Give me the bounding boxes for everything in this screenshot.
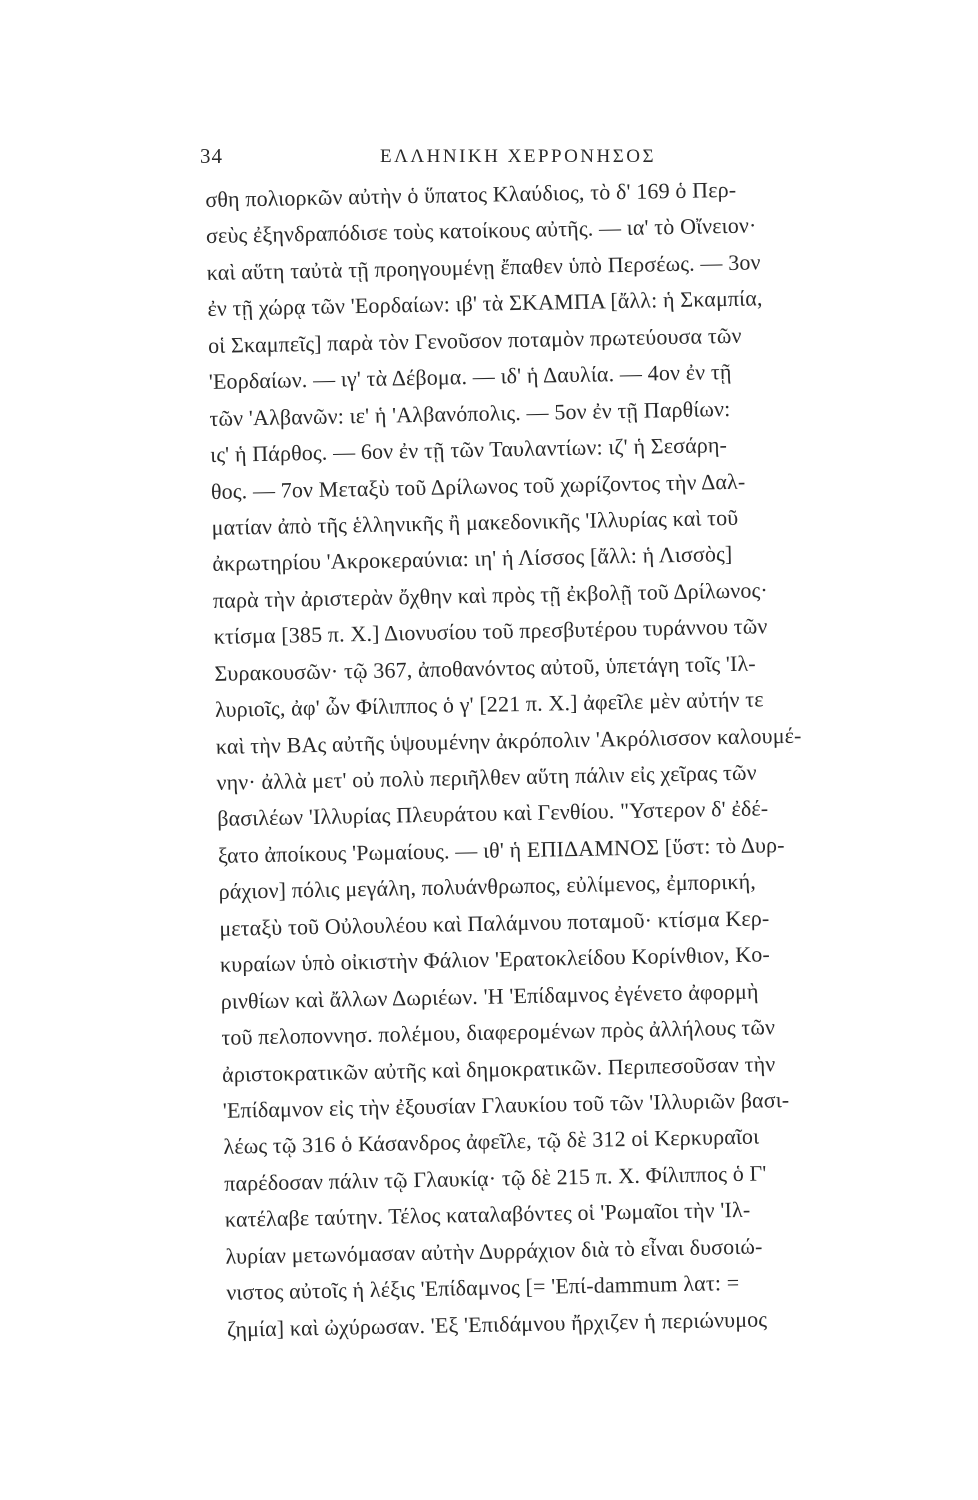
text-line: καὶ τὴν ΒΑς αὐτῆς ὑψουμένην ἀκρόπολιν 'Ακρόλισσον καλουμέ- [215,722,802,759]
text-line: ις' ἡ Πάρθος. — 6ον ἐν τῇ τῶν Ταυλαντίων: ιζ' ἡ Σεσάρη- [209,432,728,468]
text-line: οἱ Σκαμπεῖς] παρὰ τὸν Γενοῦσον ποταμὸν πρωτεύουσα τῶν [207,322,742,358]
running-title: ΕΛΛΗΝΙΚΗ ΧΕΡΡΟΝΗΣΟΣ [380,146,657,167]
text-line: παρέδοσαν πάλιν τῷ Γλαυκίᾳ· τῷ δὲ 215 π. Χ. Φίλιππος ὁ Γ' [223,1160,767,1196]
text-line: ρινθίων καὶ ἄλλων Δωριέων. 'Η 'Επίδαμνος ἐγένετο ἀφορμὴ [220,978,759,1014]
text-line: ξατο ἀποίκους 'Ρωμαίους. — ιθ' ἡ ΕΠΙΔΑΜΝΟΣ [ὕστ: τὸ Δυρ- [217,831,785,868]
text-line: ἀκρωτηρίου 'Ακροκεραύνια: ιη' ἡ Λίσσος [ἄλλ: ἡ Λισσὸς] [212,541,733,577]
text-line: ἀριστοκρατικῶν αὐτῆς καὶ δημοκρατικῶν. Περιπεσοῦσαν τὴν [221,1050,776,1087]
text-line: νην· ἀλλὰ μετ' οὐ πολὺ περιῆλθεν αὕτη πάλιν εἰς χεῖρας τῶν [216,759,757,795]
text-line: ζημία] καὶ ὠχύρωσαν. 'Εξ 'Επιδάμνου ἤρχιζεν ἡ περιώνυμος [226,1305,768,1342]
text-line: κτίσμα [385 π. Χ.] Διονυσίου τοῦ πρεσβυτέρου τυράννου τῶν [213,613,768,650]
text-line: λυριοῖς, ἀφ' ὧν Φίλιππος ὁ γ' [221 π. Χ.] ἀφεῖλε μὲν αὐτήν τε [214,686,764,723]
text-line: Συρακουσῶν· τῷ 367, ἀποθανόντος αὐτοῦ, ὑπετάγη τοῖς 'Ιλ- [214,650,756,686]
text-line: μεταξὺ τοῦ Οὐλουλέου καὶ Παλάμνου ποταμοῦ· κτίσμα Κερ- [219,905,770,941]
text-line: θος. — 7ον Μεταξὺ τοῦ Δρίλωνος τοῦ χωρίζοντος τὴν Δαλ- [210,468,746,504]
text-line: 'Επίδαμνον εἰς τὴν ἐξουσίαν Γλαυκίου τοῦ τῶν 'Ιλλυριῶν βασι- [222,1086,790,1123]
text-line: κατέλαβε ταύτην. Τέλος καταλαβόντες οἱ 'Ρωμαῖοι τὴν 'Ιλ- [224,1196,751,1233]
text-line: ράχιον] πόλις μεγάλη, πολυάνθρωπος, εὐλίμενος, ἐμπορική, [218,868,757,905]
text-line: νιστος αὐτοῖς ἡ λέξις 'Επίδαμνος [= 'Επί-dammum λατ: = [226,1270,740,1305]
text-line: ματίαν ἀπὸ τῆς ἑλληνικῆς ἢ μακεδονικῆς 'Ιλλυρίας καὶ τοῦ [211,504,739,540]
text-line: σεὺς ἐξηνδραπόδισε τοὺς κατοίκους αὐτῆς. — ια' τὸ Οἴνειον· [205,212,757,249]
page-number: 34 [200,144,223,168]
text-line: 'Εορδαίων. — ιγ' τὰ Δέβομα. — ιδ' ἡ Δαυλία. — 4ον ἐν τῇ [208,359,732,395]
text-line: κυραίων ὑπὸ οἰκιστὴν Φάλιον 'Ερατοκλείδου Κορίνθιον, Κο- [219,941,771,978]
text-line: τοῦ πελοποννησ. πολέμου, διαφερομένων πρὸς ἀλλήλους τῶν [221,1014,776,1050]
text-line: καὶ αὕτη ταὐτὰ τῇ προηγουμένῃ ἔπαθεν ὑπὸ Περσέως. — 3ον [206,249,761,285]
text-line: σθη πολιορκῶν αὐτὴν ὁ ὕπατος Κλαύδιος, τὸ δ' 169 ὁ Περ- [205,176,737,212]
body-text [205,168,947,1348]
text-line: τῶν 'Αλβανῶν: ιε' ἡ 'Αλβανόπολις. — 5ον ἐν τῇ Παρθίων: [209,395,731,431]
text-line: βασιλέων 'Ιλλυρίας Πλευράτου καὶ Γενθίου. "Υστερον δ' ἐδέ- [216,795,769,832]
text-line: παρὰ τὴν ἀριστερὰν ὄχθην καὶ πρὸς τῇ ἐκβολῇ τοῦ Δρίλωνος· [212,577,769,613]
text-line: ἐν τῇ χώρᾳ τῶν 'Εορδαίων: ιβ' τὰ ΣΚΑΜΠΑ [ἄλλ: ἡ Σκαμπία, [207,285,763,322]
text-line: λυρίαν μετωνόμασαν αὐτὴν Δυρράχιον διὰ τὸ εἶναι δυσοιώ- [225,1233,763,1269]
text-line: λέως τῷ 316 ὁ Κάσανδρος ἀφεῖλε, τῷ δὲ 312 οἱ Κερκυραῖοι [223,1123,760,1160]
